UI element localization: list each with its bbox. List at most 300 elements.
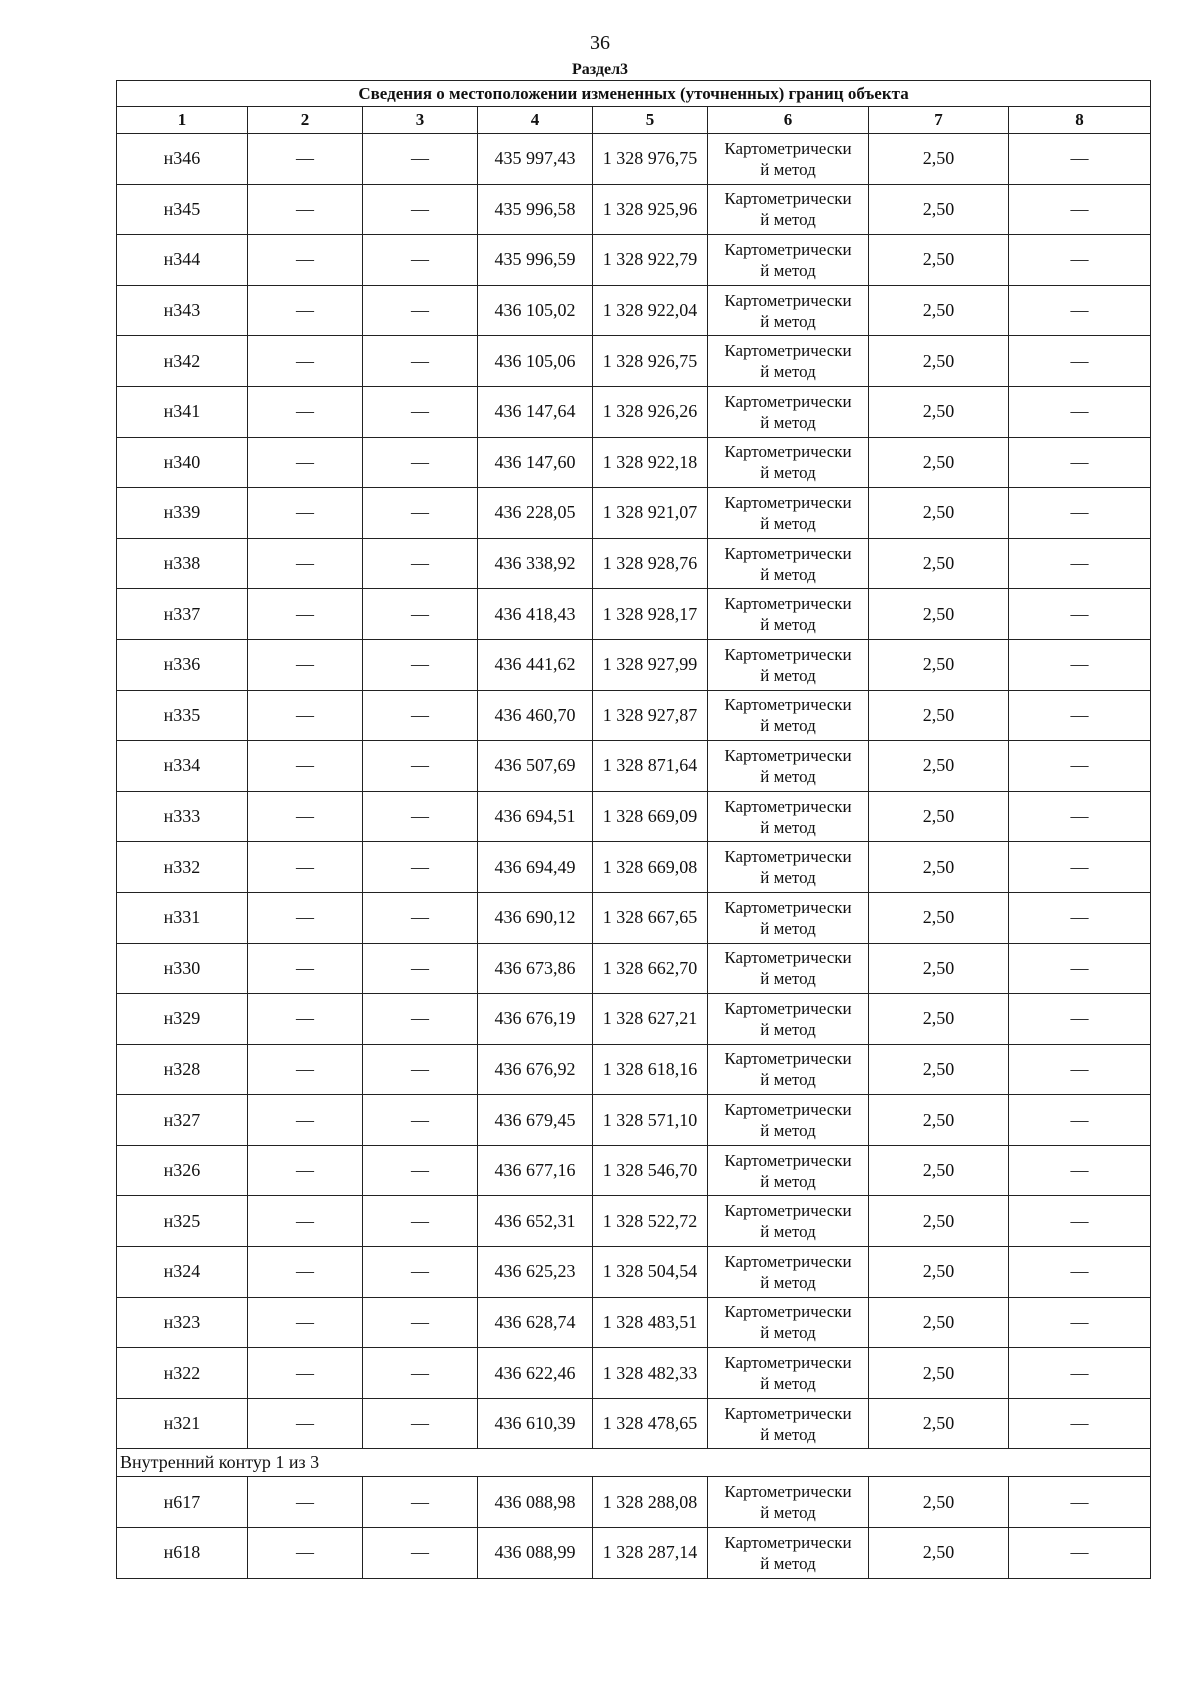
- method-cell: [708, 1247, 869, 1298]
- point-name-cell: н328: [117, 1044, 248, 1095]
- column-8-cell: —: [1009, 285, 1151, 336]
- method-cell: [708, 336, 869, 387]
- table-row: [117, 488, 1151, 539]
- method-line-1: Картометрически: [724, 644, 852, 664]
- column-2-cell: —: [248, 589, 363, 640]
- column-3-cell: —: [363, 1398, 478, 1449]
- column-2-cell: —: [248, 892, 363, 943]
- y-coordinate-cell: 1 328 482,33: [593, 1348, 708, 1399]
- x-coordinate-cell: 436 622,46: [478, 1348, 593, 1399]
- column-number-row: [117, 107, 1151, 134]
- method-cell: [708, 538, 869, 589]
- column-2-cell: —: [248, 1348, 363, 1399]
- column-8-cell: —: [1009, 235, 1151, 286]
- y-coordinate-cell: 1 328 667,65: [593, 892, 708, 943]
- y-coordinate-cell: 1 328 922,79: [593, 235, 708, 286]
- accuracy-cell: 2,50: [869, 1348, 1009, 1399]
- column-number-header: 7: [869, 107, 1009, 134]
- x-coordinate-cell: 435 996,58: [478, 184, 593, 235]
- method-line-2: й метод: [760, 463, 816, 483]
- method-line-2: й метод: [760, 766, 816, 786]
- method-line-1: Картометрически: [724, 1353, 852, 1373]
- y-coordinate-cell: 1 328 571,10: [593, 1095, 708, 1146]
- column-8-cell: —: [1009, 791, 1151, 842]
- method-line-2: й метод: [760, 665, 816, 685]
- method-line-2: й метод: [760, 362, 816, 382]
- point-name-cell: н329: [117, 994, 248, 1045]
- accuracy-cell: 2,50: [869, 943, 1009, 994]
- column-2-cell: —: [248, 285, 363, 336]
- method-cell: [708, 285, 869, 336]
- column-8-cell: —: [1009, 488, 1151, 539]
- method-line-2: й метод: [760, 1222, 816, 1242]
- column-2-cell: —: [248, 538, 363, 589]
- column-number-header: 3: [363, 107, 478, 134]
- y-coordinate-cell: 1 328 287,14: [593, 1528, 708, 1579]
- y-coordinate-cell: 1 328 662,70: [593, 943, 708, 994]
- point-name-cell: н345: [117, 184, 248, 235]
- table-row: [117, 1145, 1151, 1196]
- x-coordinate-cell: 436 418,43: [478, 589, 593, 640]
- column-8-cell: —: [1009, 842, 1151, 893]
- column-2-cell: —: [248, 639, 363, 690]
- column-3-cell: —: [363, 690, 478, 741]
- method-line-2: й метод: [760, 615, 816, 635]
- y-coordinate-cell: 1 328 522,72: [593, 1196, 708, 1247]
- point-name-cell: н326: [117, 1145, 248, 1196]
- column-number-header: 1: [117, 107, 248, 134]
- column-2-cell: —: [248, 1477, 363, 1528]
- column-2-cell: —: [248, 690, 363, 741]
- column-2-cell: —: [248, 1297, 363, 1348]
- y-coordinate-cell: 1 328 478,65: [593, 1398, 708, 1449]
- method-cell: [708, 1297, 869, 1348]
- method-line-1: Картометрически: [724, 442, 852, 462]
- method-cell: [708, 235, 869, 286]
- column-8-cell: —: [1009, 1477, 1151, 1528]
- point-name-cell: н617: [117, 1477, 248, 1528]
- point-name-cell: н339: [117, 488, 248, 539]
- table-row: [117, 336, 1151, 387]
- column-2-cell: —: [248, 1044, 363, 1095]
- accuracy-cell: 2,50: [869, 285, 1009, 336]
- x-coordinate-cell: 436 652,31: [478, 1196, 593, 1247]
- point-name-cell: н330: [117, 943, 248, 994]
- column-2-cell: —: [248, 741, 363, 792]
- method-line-2: й метод: [760, 412, 816, 432]
- method-cell: [708, 589, 869, 640]
- x-coordinate-cell: 436 676,92: [478, 1044, 593, 1095]
- point-name-cell: н344: [117, 235, 248, 286]
- x-coordinate-cell: 436 677,16: [478, 1145, 593, 1196]
- column-8-cell: —: [1009, 639, 1151, 690]
- x-coordinate-cell: 436 147,60: [478, 437, 593, 488]
- method-line-1: Картометрически: [724, 745, 852, 765]
- x-coordinate-cell: 436 676,19: [478, 994, 593, 1045]
- accuracy-cell: 2,50: [869, 589, 1009, 640]
- method-line-2: й метод: [760, 1553, 816, 1573]
- column-3-cell: —: [363, 538, 478, 589]
- table-row: [117, 1348, 1151, 1399]
- method-cell: [708, 690, 869, 741]
- column-8-cell: —: [1009, 589, 1151, 640]
- column-8-cell: —: [1009, 336, 1151, 387]
- column-2-cell: —: [248, 943, 363, 994]
- column-8-cell: —: [1009, 943, 1151, 994]
- accuracy-cell: 2,50: [869, 538, 1009, 589]
- x-coordinate-cell: 436 105,02: [478, 285, 593, 336]
- column-3-cell: —: [363, 285, 478, 336]
- column-3-cell: —: [363, 994, 478, 1045]
- y-coordinate-cell: 1 328 928,76: [593, 538, 708, 589]
- method-cell: [708, 842, 869, 893]
- y-coordinate-cell: 1 328 669,09: [593, 791, 708, 842]
- method-cell: [708, 437, 869, 488]
- coordinates-table: [116, 80, 1151, 1579]
- method-cell: [708, 1398, 869, 1449]
- accuracy-cell: 2,50: [869, 235, 1009, 286]
- x-coordinate-cell: 436 679,45: [478, 1095, 593, 1146]
- method-line-2: й метод: [760, 1272, 816, 1292]
- table-row: [117, 791, 1151, 842]
- accuracy-cell: 2,50: [869, 488, 1009, 539]
- x-coordinate-cell: 436 088,99: [478, 1528, 593, 1579]
- column-2-cell: —: [248, 1247, 363, 1298]
- column-8-cell: —: [1009, 538, 1151, 589]
- table-row: [117, 842, 1151, 893]
- table-body: [117, 134, 1151, 1579]
- method-line-2: й метод: [760, 1424, 816, 1444]
- section-title: Раздел3: [571, 61, 629, 78]
- accuracy-cell: 2,50: [869, 1398, 1009, 1449]
- accuracy-cell: 2,50: [869, 1528, 1009, 1579]
- column-8-cell: —: [1009, 1297, 1151, 1348]
- method-line-1: Картометрически: [724, 695, 852, 715]
- accuracy-cell: 2,50: [869, 994, 1009, 1045]
- point-name-cell: н332: [117, 842, 248, 893]
- method-cell: [708, 1528, 869, 1579]
- accuracy-cell: 2,50: [869, 741, 1009, 792]
- table-row: [117, 1196, 1151, 1247]
- column-8-cell: —: [1009, 184, 1151, 235]
- column-8-cell: —: [1009, 994, 1151, 1045]
- method-line-1: Картометрически: [724, 543, 852, 563]
- method-line-2: й метод: [760, 159, 816, 179]
- y-coordinate-cell: 1 328 618,16: [593, 1044, 708, 1095]
- method-cell: [708, 639, 869, 690]
- table-row: [117, 235, 1151, 286]
- table-row: [117, 1297, 1151, 1348]
- method-line-1: Картометрически: [724, 492, 852, 512]
- table-caption: Сведения о местоположении измененных (уточненных) границ объекта: [117, 81, 1151, 107]
- method-cell: [708, 184, 869, 235]
- method-cell: [708, 741, 869, 792]
- method-line-2: й метод: [760, 1171, 816, 1191]
- page-number: 36: [590, 32, 610, 54]
- point-name-cell: н618: [117, 1528, 248, 1579]
- column-2-cell: —: [248, 994, 363, 1045]
- method-line-2: й метод: [760, 210, 816, 230]
- point-name-cell: н322: [117, 1348, 248, 1399]
- column-3-cell: —: [363, 892, 478, 943]
- column-8-cell: —: [1009, 1528, 1151, 1579]
- column-3-cell: —: [363, 1348, 478, 1399]
- accuracy-cell: 2,50: [869, 842, 1009, 893]
- column-2-cell: —: [248, 1398, 363, 1449]
- column-3-cell: —: [363, 589, 478, 640]
- method-line-1: Картометрически: [724, 1201, 852, 1221]
- method-line-1: Картометрически: [724, 1150, 852, 1170]
- method-line-1: Картометрически: [724, 1049, 852, 1069]
- table-row: [117, 690, 1151, 741]
- y-coordinate-cell: 1 328 928,17: [593, 589, 708, 640]
- y-coordinate-cell: 1 328 927,87: [593, 690, 708, 741]
- column-3-cell: —: [363, 791, 478, 842]
- point-name-cell: н346: [117, 134, 248, 185]
- column-8-cell: —: [1009, 892, 1151, 943]
- column-8-cell: —: [1009, 1348, 1151, 1399]
- point-name-cell: н342: [117, 336, 248, 387]
- y-coordinate-cell: 1 328 926,26: [593, 386, 708, 437]
- method-cell: [708, 134, 869, 185]
- column-3-cell: —: [363, 639, 478, 690]
- point-name-cell: н324: [117, 1247, 248, 1298]
- table-row: [117, 285, 1151, 336]
- accuracy-cell: 2,50: [869, 1145, 1009, 1196]
- table-row: [117, 538, 1151, 589]
- method-line-2: й метод: [760, 969, 816, 989]
- x-coordinate-cell: 435 997,43: [478, 134, 593, 185]
- method-line-1: Картометрически: [724, 594, 852, 614]
- column-8-cell: —: [1009, 741, 1151, 792]
- column-2-cell: —: [248, 842, 363, 893]
- contour-heading-row: [117, 1449, 1151, 1477]
- y-coordinate-cell: 1 328 627,21: [593, 994, 708, 1045]
- column-8-cell: —: [1009, 1044, 1151, 1095]
- x-coordinate-cell: 436 088,98: [478, 1477, 593, 1528]
- method-line-1: Картометрически: [724, 948, 852, 968]
- method-line-1: Картометрически: [724, 1482, 852, 1502]
- column-8-cell: —: [1009, 1145, 1151, 1196]
- point-name-cell: н340: [117, 437, 248, 488]
- point-name-cell: н337: [117, 589, 248, 640]
- method-line-1: Картометрически: [724, 239, 852, 259]
- accuracy-cell: 2,50: [869, 639, 1009, 690]
- method-cell: [708, 1348, 869, 1399]
- column-2-cell: —: [248, 386, 363, 437]
- column-3-cell: —: [363, 1044, 478, 1095]
- method-line-2: й метод: [760, 564, 816, 584]
- point-name-cell: н323: [117, 1297, 248, 1348]
- column-number-header: 5: [593, 107, 708, 134]
- method-line-2: й метод: [760, 311, 816, 331]
- column-8-cell: —: [1009, 386, 1151, 437]
- column-3-cell: —: [363, 134, 478, 185]
- x-coordinate-cell: 436 105,06: [478, 336, 593, 387]
- method-line-2: й метод: [760, 1019, 816, 1039]
- point-name-cell: н327: [117, 1095, 248, 1146]
- column-2-cell: —: [248, 1528, 363, 1579]
- y-coordinate-cell: 1 328 921,07: [593, 488, 708, 539]
- column-3-cell: —: [363, 488, 478, 539]
- column-3-cell: —: [363, 386, 478, 437]
- y-coordinate-cell: 1 328 925,96: [593, 184, 708, 235]
- column-3-cell: —: [363, 1095, 478, 1146]
- table-row: [117, 639, 1151, 690]
- column-3-cell: —: [363, 1247, 478, 1298]
- x-coordinate-cell: 435 996,59: [478, 235, 593, 286]
- column-2-cell: —: [248, 184, 363, 235]
- method-line-2: й метод: [760, 1374, 816, 1394]
- column-3-cell: —: [363, 437, 478, 488]
- method-line-1: Картометрически: [724, 138, 852, 158]
- method-line-1: Картометрически: [724, 998, 852, 1018]
- y-coordinate-cell: 1 328 504,54: [593, 1247, 708, 1298]
- column-3-cell: —: [363, 1477, 478, 1528]
- method-cell: [708, 386, 869, 437]
- x-coordinate-cell: 436 507,69: [478, 741, 593, 792]
- point-name-cell: н338: [117, 538, 248, 589]
- x-coordinate-cell: 436 338,92: [478, 538, 593, 589]
- x-coordinate-cell: 436 228,05: [478, 488, 593, 539]
- column-2-cell: —: [248, 1095, 363, 1146]
- method-cell: [708, 791, 869, 842]
- x-coordinate-cell: 436 673,86: [478, 943, 593, 994]
- contour-heading: Внутренний контур 1 из 3: [117, 1449, 1151, 1477]
- table-row: [117, 134, 1151, 185]
- column-8-cell: —: [1009, 690, 1151, 741]
- method-line-2: й метод: [760, 1070, 816, 1090]
- accuracy-cell: 2,50: [869, 892, 1009, 943]
- method-line-2: й метод: [760, 1503, 816, 1523]
- accuracy-cell: 2,50: [869, 1095, 1009, 1146]
- table-row: [117, 1398, 1151, 1449]
- method-cell: [708, 943, 869, 994]
- column-3-cell: —: [363, 1196, 478, 1247]
- x-coordinate-cell: 436 147,64: [478, 386, 593, 437]
- column-3-cell: —: [363, 1297, 478, 1348]
- table-row: [117, 437, 1151, 488]
- y-coordinate-cell: 1 328 926,75: [593, 336, 708, 387]
- y-coordinate-cell: 1 328 927,99: [593, 639, 708, 690]
- accuracy-cell: 2,50: [869, 184, 1009, 235]
- x-coordinate-cell: 436 628,74: [478, 1297, 593, 1348]
- table-row: [117, 1477, 1151, 1528]
- method-cell: [708, 488, 869, 539]
- column-3-cell: —: [363, 336, 478, 387]
- y-coordinate-cell: 1 328 922,18: [593, 437, 708, 488]
- method-cell: [708, 1095, 869, 1146]
- method-line-1: Картометрически: [724, 847, 852, 867]
- column-number-header: 8: [1009, 107, 1151, 134]
- accuracy-cell: 2,50: [869, 1247, 1009, 1298]
- method-line-1: Картометрически: [724, 1532, 852, 1552]
- point-name-cell: н325: [117, 1196, 248, 1247]
- table-row: [117, 386, 1151, 437]
- method-cell: [708, 1044, 869, 1095]
- column-3-cell: —: [363, 184, 478, 235]
- y-coordinate-cell: 1 328 669,08: [593, 842, 708, 893]
- accuracy-cell: 2,50: [869, 791, 1009, 842]
- y-coordinate-cell: 1 328 483,51: [593, 1297, 708, 1348]
- y-coordinate-cell: 1 328 922,04: [593, 285, 708, 336]
- method-line-2: й метод: [760, 868, 816, 888]
- x-coordinate-cell: 436 694,49: [478, 842, 593, 893]
- column-number-header: 2: [248, 107, 363, 134]
- column-2-cell: —: [248, 437, 363, 488]
- method-line-1: Картометрически: [724, 391, 852, 411]
- column-3-cell: —: [363, 943, 478, 994]
- x-coordinate-cell: 436 625,23: [478, 1247, 593, 1298]
- point-name-cell: н343: [117, 285, 248, 336]
- table-row: [117, 1528, 1151, 1579]
- y-coordinate-cell: 1 328 976,75: [593, 134, 708, 185]
- table-row: [117, 1095, 1151, 1146]
- column-2-cell: —: [248, 488, 363, 539]
- accuracy-cell: 2,50: [869, 690, 1009, 741]
- method-line-1: Картометрически: [724, 1302, 852, 1322]
- column-2-cell: —: [248, 134, 363, 185]
- table-row: [117, 589, 1151, 640]
- point-name-cell: н333: [117, 791, 248, 842]
- method-line-1: Картометрически: [724, 1251, 852, 1271]
- x-coordinate-cell: 436 610,39: [478, 1398, 593, 1449]
- method-line-2: й метод: [760, 1121, 816, 1141]
- method-line-2: й метод: [760, 260, 816, 280]
- method-line-1: Картометрически: [724, 189, 852, 209]
- column-8-cell: —: [1009, 1095, 1151, 1146]
- x-coordinate-cell: 436 694,51: [478, 791, 593, 842]
- column-2-cell: —: [248, 235, 363, 286]
- method-cell: [708, 1196, 869, 1247]
- point-name-cell: н336: [117, 639, 248, 690]
- point-name-cell: н335: [117, 690, 248, 741]
- accuracy-cell: 2,50: [869, 437, 1009, 488]
- column-number-header: 6: [708, 107, 869, 134]
- table-row: [117, 184, 1151, 235]
- x-coordinate-cell: 436 690,12: [478, 892, 593, 943]
- table-row: [117, 1247, 1151, 1298]
- table-row: [117, 741, 1151, 792]
- method-line-1: Картометрически: [724, 1403, 852, 1423]
- method-line-1: Картометрически: [724, 1100, 852, 1120]
- method-line-2: й метод: [760, 817, 816, 837]
- method-line-1: Картометрически: [724, 796, 852, 816]
- method-line-1: Картометрически: [724, 897, 852, 917]
- accuracy-cell: 2,50: [869, 386, 1009, 437]
- column-2-cell: —: [248, 336, 363, 387]
- accuracy-cell: 2,50: [869, 336, 1009, 387]
- y-coordinate-cell: 1 328 871,64: [593, 741, 708, 792]
- column-3-cell: —: [363, 1528, 478, 1579]
- point-name-cell: н321: [117, 1398, 248, 1449]
- column-2-cell: —: [248, 1145, 363, 1196]
- y-coordinate-cell: 1 328 288,08: [593, 1477, 708, 1528]
- column-2-cell: —: [248, 791, 363, 842]
- column-3-cell: —: [363, 842, 478, 893]
- column-8-cell: —: [1009, 1196, 1151, 1247]
- method-cell: [708, 994, 869, 1045]
- column-3-cell: —: [363, 1145, 478, 1196]
- method-line-1: Картометрически: [724, 290, 852, 310]
- method-line-2: й метод: [760, 1323, 816, 1343]
- column-3-cell: —: [363, 741, 478, 792]
- point-name-cell: н334: [117, 741, 248, 792]
- accuracy-cell: 2,50: [869, 1196, 1009, 1247]
- column-8-cell: —: [1009, 1247, 1151, 1298]
- method-line-2: й метод: [760, 716, 816, 736]
- table-row: [117, 943, 1151, 994]
